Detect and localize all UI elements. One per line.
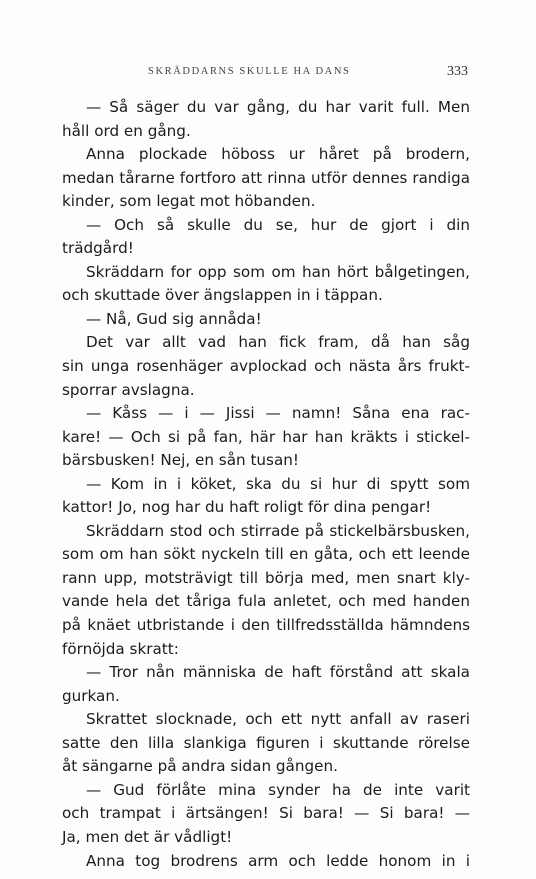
text-line: — Kom in i köket, ska du si hur di spytt som [86, 474, 470, 493]
text-line: som om han sökt nyckeln till en gåta, och ett leende [62, 545, 470, 564]
text-line: — Kåss — i — Jissi — namn! Såna ena rac- [86, 404, 470, 423]
text-line: sporrar avslagna. [62, 380, 195, 399]
text-line: satte den lilla slankiga figuren i skuttande rörelse [62, 733, 470, 752]
running-header [44, 64, 468, 84]
body-text [62, 96, 470, 873]
text-line: Skrattet slocknade, och ett nytt anfall av raseri [86, 710, 470, 729]
text-line: och skuttade över ängslappen in i täppan. [62, 286, 383, 305]
text-line: Anna tog brodrens arm och ledde honom in i [86, 851, 470, 870]
text-line: Skräddarn for opp som om han hört bålgetingen, [86, 262, 470, 281]
text-line: rann upp, motsträvigt till börja med, men snart kly- [62, 568, 470, 587]
text-line: — Nå, Gud sig annåda! [86, 309, 262, 328]
text-line: på knäet utbristande i den tillfredsställda hämndens [62, 616, 470, 635]
text-line: gurkan. [62, 686, 120, 705]
text-line: sin unga rosenhäger avplockad och nästa års frukt- [62, 357, 470, 376]
page-number: 333 [447, 64, 468, 79]
text-line: och trampat i ärtsängen! Si bara! — Si bara! — [62, 804, 470, 823]
text-line: vande hela det tåriga fula anletet, och med handen [62, 592, 470, 611]
text-line: kinder, som legat mot höbanden. [62, 192, 316, 211]
text-line: — Gud förlåte mina synder ha de inte varit [86, 780, 470, 799]
text-line: — Så säger du var gång, du har varit full. Men [86, 98, 470, 116]
text-line: trädgård! [62, 239, 134, 258]
text-line: Anna plockade höboss ur håret på brodern, [86, 145, 470, 164]
running-title: SKRÄDDARNS SKULLE HA DANS [148, 66, 351, 77]
text-line: förnöjda skratt: [62, 639, 179, 658]
text-line: kattor! Jo, nog har du haft roligt för dina pengar! [62, 498, 432, 517]
text-line: — Tror nån människa de haft förstånd att skala [86, 663, 470, 682]
text-line: bärsbusken! Nej, en sån tusan! [62, 451, 299, 470]
text-line: Det var allt vad han fick fram, då han såg [86, 333, 470, 352]
text-line: kare! — Och si på fan, här har han kräkts i stickel- [62, 427, 470, 446]
text-line: Ja, men det är vådligt! [62, 827, 233, 846]
text-line: Skräddarn stod och stirrade på stickelbärsbusken, [86, 521, 470, 540]
text-line: — Och så skulle du se, hur de gjort i din [86, 215, 470, 234]
text-line: medan tårarne fortforo att rinna utför dennes randiga [62, 168, 470, 187]
text-line: håll ord en gång. [62, 121, 191, 140]
text-line: åt sängarne på andra sidan gången. [62, 757, 338, 776]
